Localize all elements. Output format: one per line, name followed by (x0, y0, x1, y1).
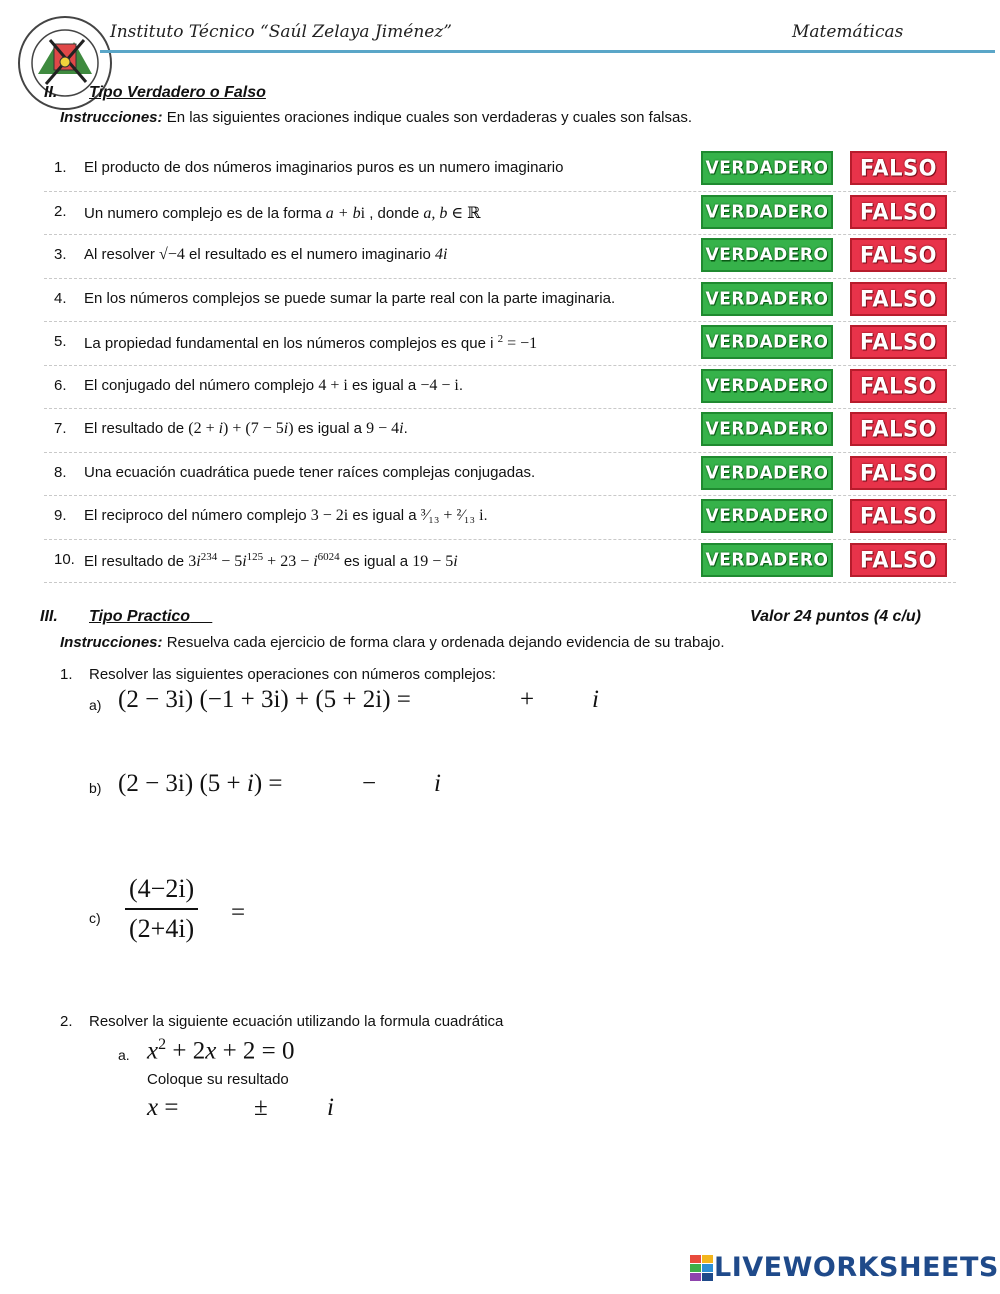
tf-row-number: 6. (54, 376, 67, 394)
answer-b-imag-input[interactable] (390, 774, 430, 802)
institution-name: Instituto Técnico “Saúl Zelaya Jiménez” (110, 22, 452, 42)
falso-button[interactable]: FALSO (850, 499, 947, 533)
verdadero-button[interactable]: VERDADERO (701, 195, 833, 229)
answer-a-imag-input[interactable] (547, 690, 587, 718)
answer-2-i: i (327, 1094, 334, 1121)
item-c-equals: = (231, 899, 246, 926)
tf-row (44, 322, 956, 366)
true-false-list (44, 148, 956, 583)
tf-row-statement: El producto de dos números imaginarios puros es un numero imaginario (84, 159, 564, 176)
item-c-fraction: $\frac{(4-2i)}{(2+4i)}$ (125, 874, 198, 944)
question-2-number: 2. (60, 1013, 73, 1030)
falso-button[interactable]: FALSO (850, 543, 947, 577)
falso-button[interactable]: FALSO (850, 325, 947, 359)
item-b-label: b) (89, 780, 102, 796)
item-a-label: a) (89, 697, 102, 713)
tf-row (44, 540, 956, 584)
falso-button[interactable]: FALSO (850, 369, 947, 403)
question-1-number: 1. (60, 666, 73, 683)
falso-button[interactable]: FALSO (850, 195, 947, 229)
result-prompt: Coloque su resultado (147, 1071, 289, 1088)
verdadero-button[interactable]: VERDADERO (701, 238, 833, 272)
tf-row-statement: Una ecuación cuadrática puede tener raíces complejas conjugadas. (84, 463, 536, 481)
verdadero-button[interactable]: VERDADERO (701, 282, 833, 316)
item-a-i: i (592, 686, 599, 713)
quadratic-equation: $x^2 + 2x + 2 = 0$ (147, 1036, 295, 1065)
falso-button[interactable]: FALSO (850, 282, 947, 316)
section-3-instructions: Instrucciones: Resuelva cada ejercicio de forma clara y ordenada dejando evidencia de su trabajo. (60, 634, 725, 651)
tf-row-statement: En los números complejos se puede sumar la parte real con la parte imaginaria. (84, 289, 616, 307)
verdadero-button[interactable]: VERDADERO (701, 543, 833, 577)
tf-row-number: 10. (54, 550, 75, 568)
falso-button[interactable]: FALSO (850, 238, 947, 272)
verdadero-button[interactable]: VERDADERO (701, 369, 833, 403)
tf-row (44, 279, 956, 323)
tf-row (44, 235, 956, 279)
tf-row (44, 366, 956, 410)
section-2-instructions: Instrucciones: En las siguientes oraciones indique cuales son verdaderas y cuales son falsas. (60, 109, 693, 126)
verdadero-button[interactable]: VERDADERO (701, 325, 833, 359)
tf-row (44, 409, 956, 453)
tf-row-statement: El conjugado del número complejo 4 + i es igual a −4 − i. (84, 376, 463, 394)
item-a-plus: + (520, 686, 535, 713)
item-c-label: c) (89, 910, 101, 926)
plus-minus-sign: ± (254, 1094, 268, 1121)
verdadero-button[interactable]: VERDADERO (701, 456, 833, 490)
subject-name: Matemáticas (792, 22, 904, 42)
falso-button[interactable]: FALSO (850, 412, 947, 446)
item-b-expression: (2 − 3i) (5 + i) = (118, 770, 283, 797)
liveworksheets-logo-text: LIVEWORKSHEETS (714, 1252, 999, 1283)
section-2-title: Tipo Verdadero o Falso (89, 84, 266, 101)
tf-row-number: 4. (54, 289, 67, 307)
tf-row (44, 192, 956, 236)
item-2a-label: a. (118, 1047, 130, 1063)
tf-row-number: 7. (54, 420, 67, 437)
item-b-i: i (434, 770, 441, 797)
tf-row-number: 9. (54, 507, 67, 524)
answer-x-equals: x = (147, 1094, 179, 1121)
tf-row (44, 148, 956, 192)
tf-row-statement: Al resolver √−4 el resultado es el numero imaginario 4i (84, 246, 448, 263)
tf-row-statement: El reciproco del número complejo 3 − 2i es igual a ³⁄₁₃ + ²⁄₁₃ i. (84, 507, 488, 524)
section-3-value: Valor 24 puntos (4 c/u) (750, 608, 921, 625)
verdadero-button[interactable]: VERDADERO (701, 151, 833, 185)
section-2-number: II. (44, 84, 58, 101)
tf-row (44, 496, 956, 540)
answer-2-imag-input[interactable] (280, 1098, 324, 1126)
tf-row-statement: Un numero complejo es de la forma a + bi , donde a, b ∈ ℝ (84, 204, 481, 222)
liveworksheets-logo-icon (690, 1255, 714, 1281)
falso-button[interactable]: FALSO (850, 456, 947, 490)
section-3-title: Tipo Practico (89, 608, 191, 625)
liveworksheets-logo (690, 1252, 999, 1283)
tf-row (44, 453, 956, 497)
item-a-expression: (2 − 3i) (−1 + 3i) + (5 + 2i) = (118, 686, 411, 713)
answer-c-input[interactable] (260, 900, 380, 930)
tf-row-statement: La propiedad fundamental en los números complejos es que i $^2$ = −1 (84, 333, 538, 352)
tf-row-number: 1. (54, 159, 67, 176)
question-2-text: Resolver la siguiente ecuación utilizando la formula cuadrática (89, 1013, 504, 1030)
tf-row-number: 3. (54, 246, 67, 263)
answer-b-real-input[interactable] (320, 774, 358, 802)
tf-row-number: 8. (54, 463, 67, 481)
section-3-number: III. (40, 608, 58, 625)
question-1-text: Resolver las siguientes operaciones con números complejos: (89, 666, 496, 683)
tf-row-statement: El resultado de $3i^{234} - 5i^{125} + 23 - i^{6024}$ es igual a 19 − 5i (84, 550, 458, 570)
tf-row-statement: El resultado de (2 + i) + (7 − 5i) es igual a 9 − 4i. (84, 420, 408, 437)
header-rule (100, 50, 995, 53)
tf-row-number: 5. (54, 333, 67, 350)
tf-row-number: 2. (54, 202, 67, 220)
verdadero-button[interactable]: VERDADERO (701, 412, 833, 446)
item-b-minus: − (362, 770, 377, 797)
answer-2-real-input[interactable] (205, 1098, 249, 1126)
verdadero-button[interactable]: VERDADERO (701, 499, 833, 533)
answer-a-real-input[interactable] (475, 690, 515, 718)
falso-button[interactable]: FALSO (850, 151, 947, 185)
